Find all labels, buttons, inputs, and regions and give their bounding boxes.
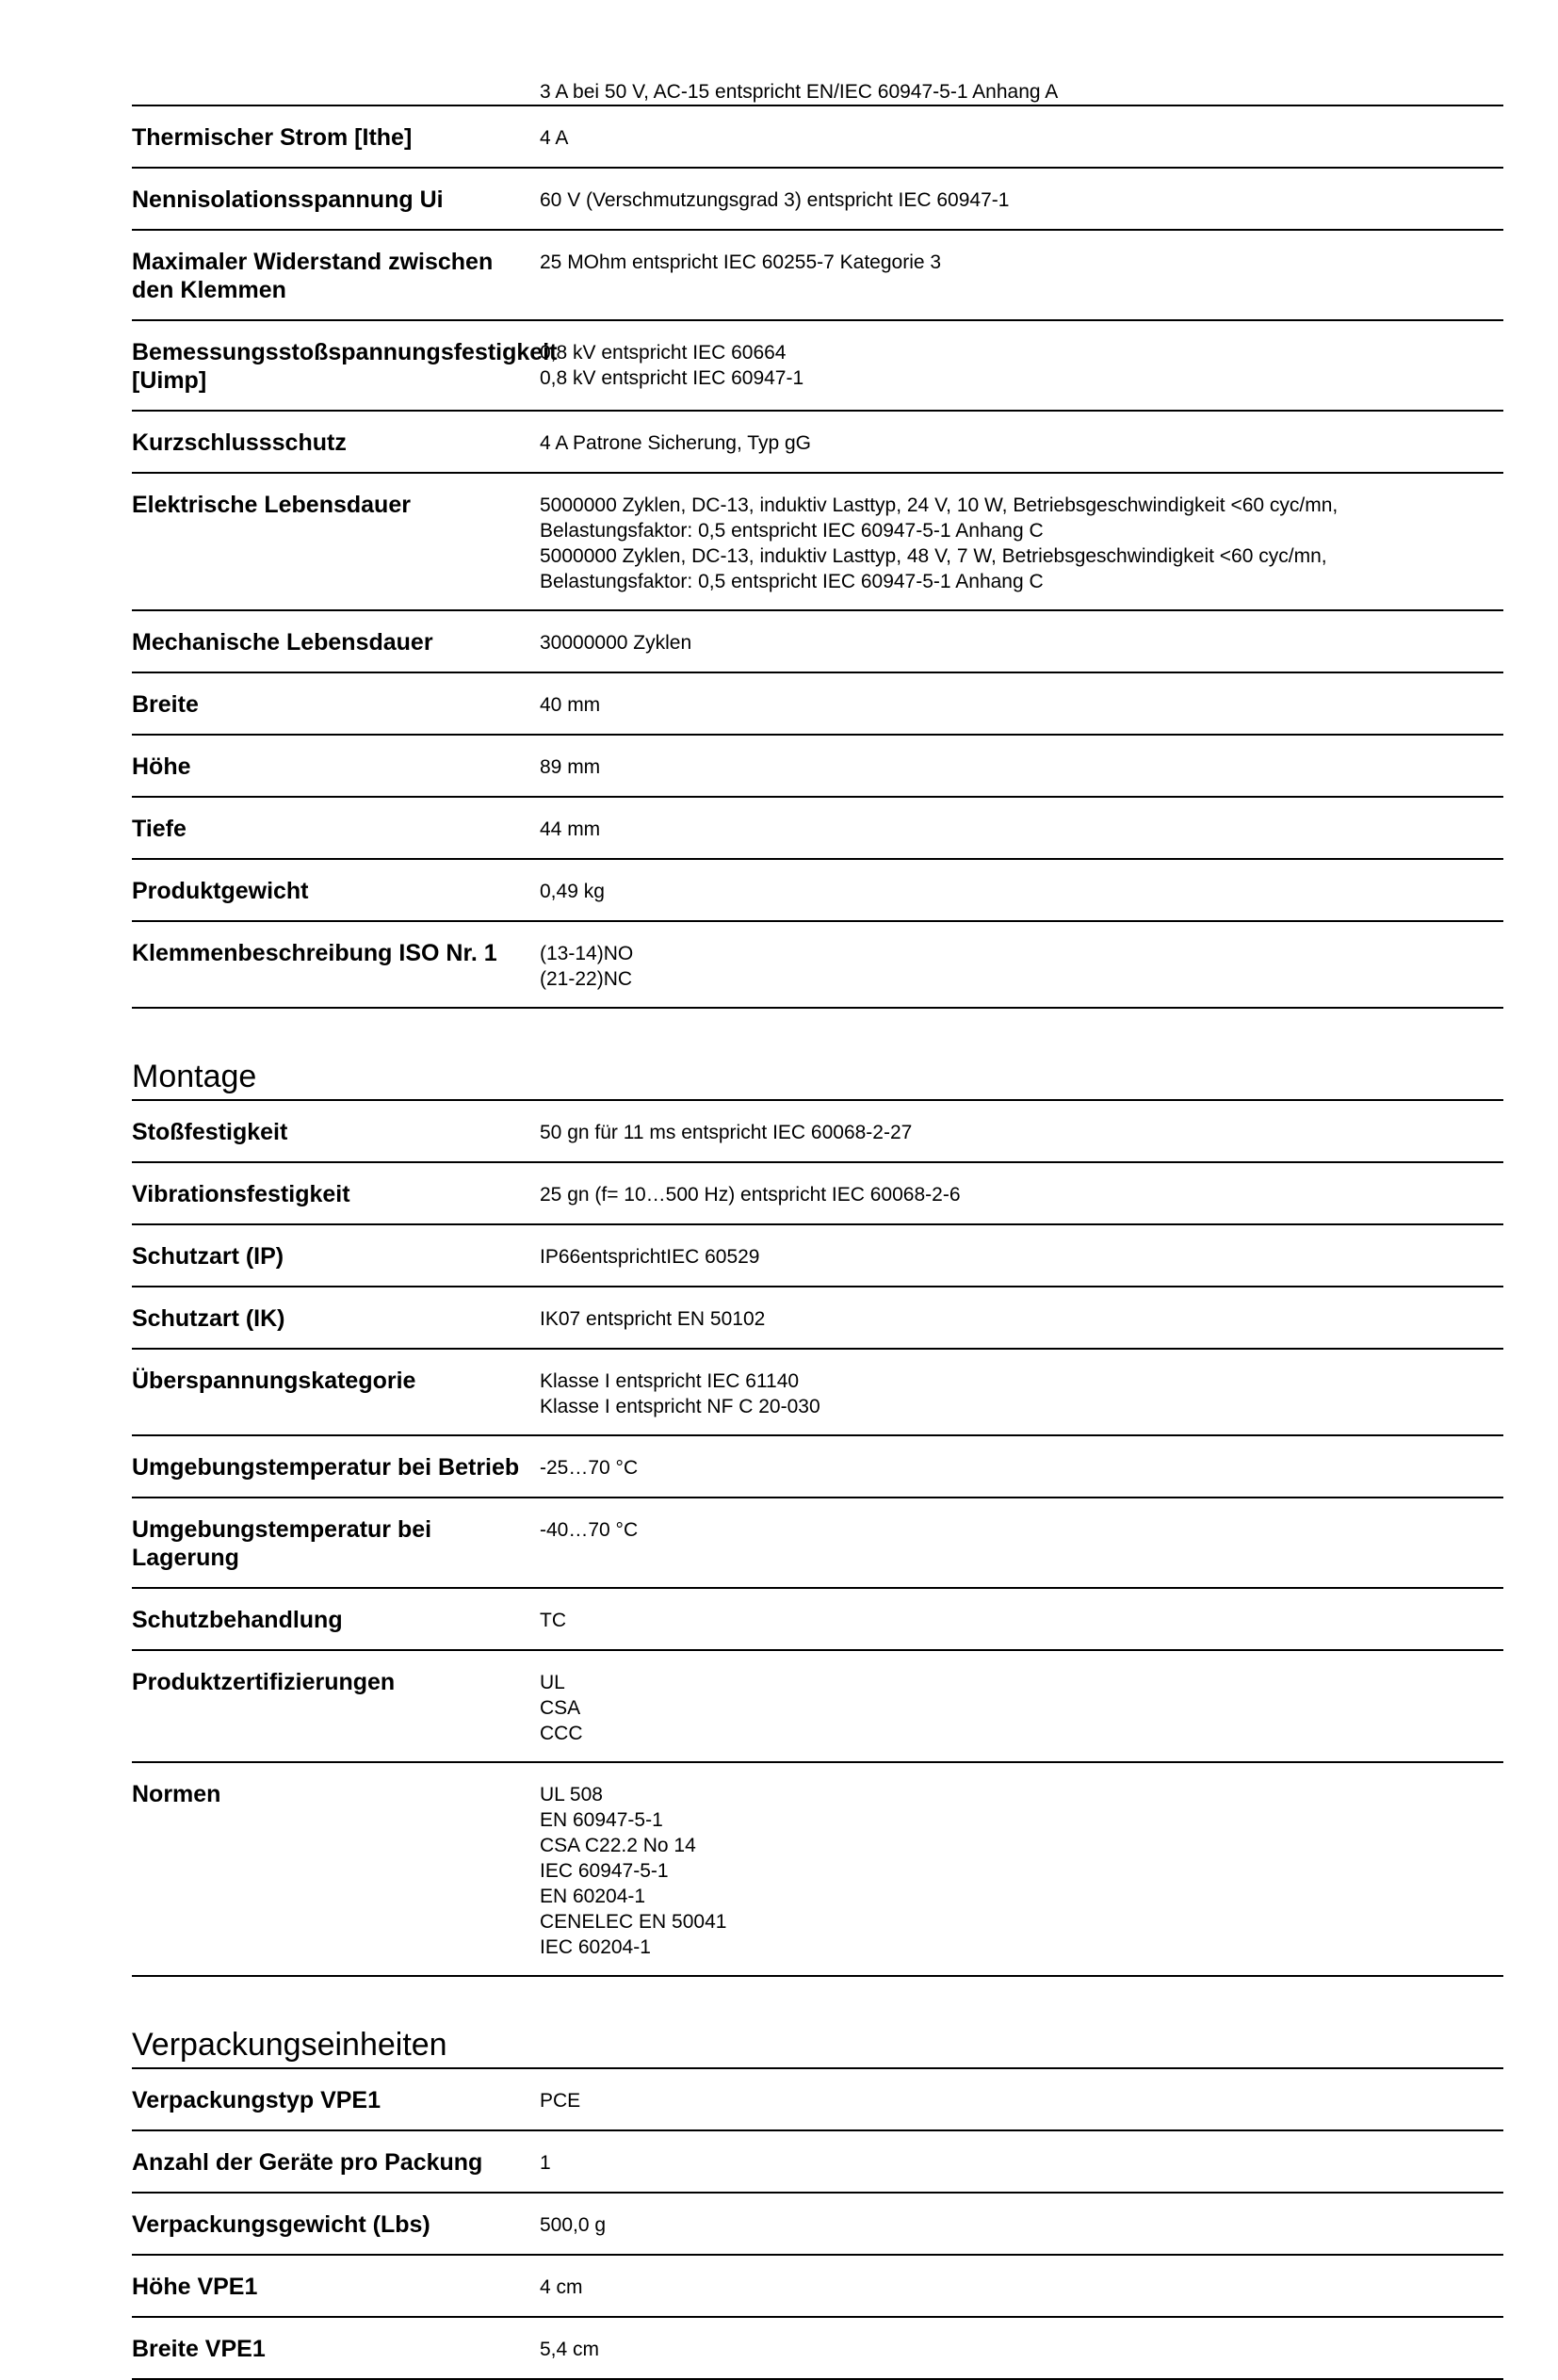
spec-label: Überspannungskategorie	[132, 1368, 416, 1394]
spec-label: Maximaler Widerstand zwischen den Klemmen	[132, 249, 494, 303]
spec-value	[540, 2273, 1503, 2301]
spec-value-line: 44 mm	[540, 818, 601, 840]
spec-value-line: 5000000 Zyklen, DC-13, induktiv Lasttyp, 48 V, 7 W, Betriebsgeschwindigkeit <60 cyc/mn,	[540, 545, 1327, 567]
spec-section	[132, 1009, 1503, 1977]
spec-value-line: 1	[540, 2152, 551, 2174]
spec-value-line: IP66entsprichtIEC 60529	[540, 1246, 760, 1268]
spec-value-line: 30000000 Zyklen	[540, 632, 692, 654]
section-title: Verpackungseinheiten	[132, 1977, 1503, 2069]
spec-value	[540, 1668, 1503, 1746]
spec-row	[132, 1101, 1503, 1163]
spec-value	[540, 2086, 1503, 2114]
spec-value-line: 25 MOhm entspricht IEC 60255-7 Kategorie 3	[540, 251, 942, 273]
spec-label: Bemessungsstoßspannungsfestigkeit [Uimp]	[132, 339, 558, 394]
spec-row	[132, 798, 1503, 860]
spec-row	[132, 1350, 1503, 1436]
spec-value	[540, 186, 1503, 214]
spec-value	[540, 1304, 1503, 1333]
section-title: Montage	[132, 1009, 1503, 1101]
spec-value-line: 25 gn (f= 10…500 Hz) entspricht IEC 60068-2-6	[540, 1184, 961, 1206]
spec-value	[540, 2335, 1503, 2363]
spec-value	[540, 123, 1503, 152]
spec-value-line: Belastungsfaktor: 0,5 entspricht IEC 60947-5-1 Anhang C	[540, 520, 1044, 542]
continued-value: 3 A bei 50 V, AC-15 entspricht EN/IEC 60947-5-1 Anhang A	[540, 81, 1059, 103]
spec-value-line: UL	[540, 1672, 565, 1693]
spec-value-line: (21-22)NC	[540, 968, 633, 990]
spec-value-line: -25…70 °C	[540, 1457, 639, 1479]
spec-row	[132, 474, 1503, 611]
spec-value-line: IEC 60204-1	[540, 1936, 651, 1958]
spec-row	[132, 1651, 1503, 1763]
spec-value-line: 4 A Patrone Sicherung, Typ gG	[540, 432, 811, 454]
spec-label: Umgebungstemperatur bei Betrieb	[132, 1454, 520, 1481]
spec-value-line: 4 cm	[540, 2276, 583, 2298]
spec-value-line: CCC	[540, 1723, 583, 1744]
spec-value	[540, 2210, 1503, 2239]
spec-value-line: TC	[540, 1610, 566, 1631]
spec-label: Breite VPE1	[132, 2336, 266, 2362]
spec-value-line: IK07 entspricht EN 50102	[540, 1308, 766, 1330]
spec-value	[540, 1367, 1503, 1419]
spec-value-line: -40…70 °C	[540, 1519, 639, 1541]
spec-label: Schutzbehandlung	[132, 1607, 343, 1633]
spec-row	[132, 1763, 1503, 1977]
spec-row	[132, 736, 1503, 798]
continued-row	[132, 0, 1503, 106]
spec-value	[540, 248, 1503, 304]
spec-value	[540, 628, 1503, 656]
spec-label: Vibrationsfestigkeit	[132, 1181, 350, 1207]
spec-row	[132, 2131, 1503, 2194]
spec-value	[540, 2148, 1503, 2177]
spec-label: Stoßfestigkeit	[132, 1119, 288, 1145]
spec-row	[132, 169, 1503, 231]
spec-value-line: Klasse I entspricht NF C 20-030	[540, 1396, 820, 1417]
spec-value	[540, 1453, 1503, 1481]
spec-value	[540, 1180, 1503, 1208]
spec-row	[132, 321, 1503, 412]
spec-value-line: UL 508	[540, 1784, 603, 1805]
spec-value-line: 4 A	[540, 127, 569, 149]
spec-row	[132, 2318, 1503, 2380]
spec-value-line: 0,8 kV entspricht IEC 60947-1	[540, 367, 804, 389]
spec-value-line: 0,8 kV entspricht IEC 60664	[540, 342, 787, 364]
spec-value	[540, 939, 1503, 992]
spec-value-line: CSA	[540, 1697, 581, 1719]
spec-value	[540, 491, 1503, 594]
spec-value	[540, 1515, 1503, 1572]
spec-label: Produktgewicht	[132, 878, 309, 904]
spec-value-line: EN 60204-1	[540, 1886, 646, 1907]
datasheet-page	[132, 0, 1503, 2380]
spec-value	[540, 429, 1503, 457]
spec-row	[132, 1589, 1503, 1651]
spec-value	[540, 338, 1503, 395]
spec-value-line: CSA C22.2 No 14	[540, 1835, 696, 1856]
spec-label: Klemmenbeschreibung ISO Nr. 1	[132, 940, 497, 966]
spec-row	[132, 1498, 1503, 1589]
spec-row	[132, 673, 1503, 736]
spec-value-line: 5000000 Zyklen, DC-13, induktiv Lasttyp, 24 V, 10 W, Betriebsgeschwindigkeit <60 cyc/mn,	[540, 494, 1339, 516]
spec-value-line: 60 V (Verschmutzungsgrad 3) entspricht IEC 60947-1	[540, 189, 1010, 211]
sections-container	[132, 106, 1503, 2380]
spec-label: Elektrische Lebensdauer	[132, 492, 411, 518]
spec-value-line: 89 mm	[540, 756, 601, 778]
spec-label: Schutzart (IP)	[132, 1243, 284, 1270]
spec-label: Kurzschlussschutz	[132, 429, 347, 456]
spec-label: Normen	[132, 1781, 221, 1807]
spec-label: Mechanische Lebensdauer	[132, 629, 433, 656]
spec-value	[540, 1606, 1503, 1634]
spec-row	[132, 106, 1503, 169]
spec-row	[132, 1287, 1503, 1350]
spec-value	[540, 1118, 1503, 1146]
spec-value	[540, 1242, 1503, 1271]
spec-row	[132, 1436, 1503, 1498]
spec-label: Umgebungstemperatur bei Lagerung	[132, 1516, 432, 1571]
spec-label: Verpackungstyp VPE1	[132, 2087, 381, 2113]
spec-label: Anzahl der Geräte pro Packung	[132, 2149, 483, 2176]
spec-label: Schutzart (IK)	[132, 1305, 285, 1332]
spec-value-line: Belastungsfaktor: 0,5 entspricht IEC 60947-5-1 Anhang C	[540, 571, 1044, 592]
spec-value	[540, 753, 1503, 781]
spec-row	[132, 860, 1503, 922]
spec-value	[540, 690, 1503, 719]
spec-row	[132, 1163, 1503, 1225]
spec-row	[132, 2256, 1503, 2318]
spec-value-line: 5,4 cm	[540, 2339, 600, 2360]
spec-value-line: PCE	[540, 2090, 581, 2112]
spec-row	[132, 611, 1503, 673]
spec-section	[132, 106, 1503, 1009]
spec-value-line: 50 gn für 11 ms entspricht IEC 60068-2-27	[540, 1122, 913, 1143]
spec-value-line: CENELEC EN 50041	[540, 1911, 727, 1933]
spec-value	[540, 877, 1503, 905]
spec-row	[132, 1225, 1503, 1287]
spec-value	[540, 1780, 1503, 1960]
spec-label: Thermischer Strom [Ithe]	[132, 124, 413, 151]
spec-value-line: 500,0 g	[540, 2214, 607, 2236]
spec-row	[132, 2069, 1503, 2131]
spec-value-line: IEC 60947-5-1	[540, 1860, 669, 1882]
spec-value	[540, 815, 1503, 843]
spec-label: Höhe VPE1	[132, 2274, 258, 2300]
spec-label: Produktzertifizierungen	[132, 1669, 396, 1695]
spec-value-line: EN 60947-5-1	[540, 1809, 663, 1831]
spec-value-line: (13-14)NO	[540, 943, 634, 964]
spec-label: Breite	[132, 691, 199, 718]
spec-label: Nennisolationsspannung Ui	[132, 186, 444, 213]
spec-section	[132, 1977, 1503, 2380]
spec-value-line: 40 mm	[540, 694, 601, 716]
spec-row	[132, 231, 1503, 321]
spec-label: Tiefe	[132, 816, 187, 842]
spec-row	[132, 922, 1503, 1009]
spec-label: Verpackungsgewicht (Lbs)	[132, 2211, 430, 2238]
spec-value-line: Klasse I entspricht IEC 61140	[540, 1370, 800, 1392]
spec-label: Höhe	[132, 753, 191, 780]
spec-row	[132, 412, 1503, 474]
spec-value-line: 0,49 kg	[540, 881, 605, 902]
